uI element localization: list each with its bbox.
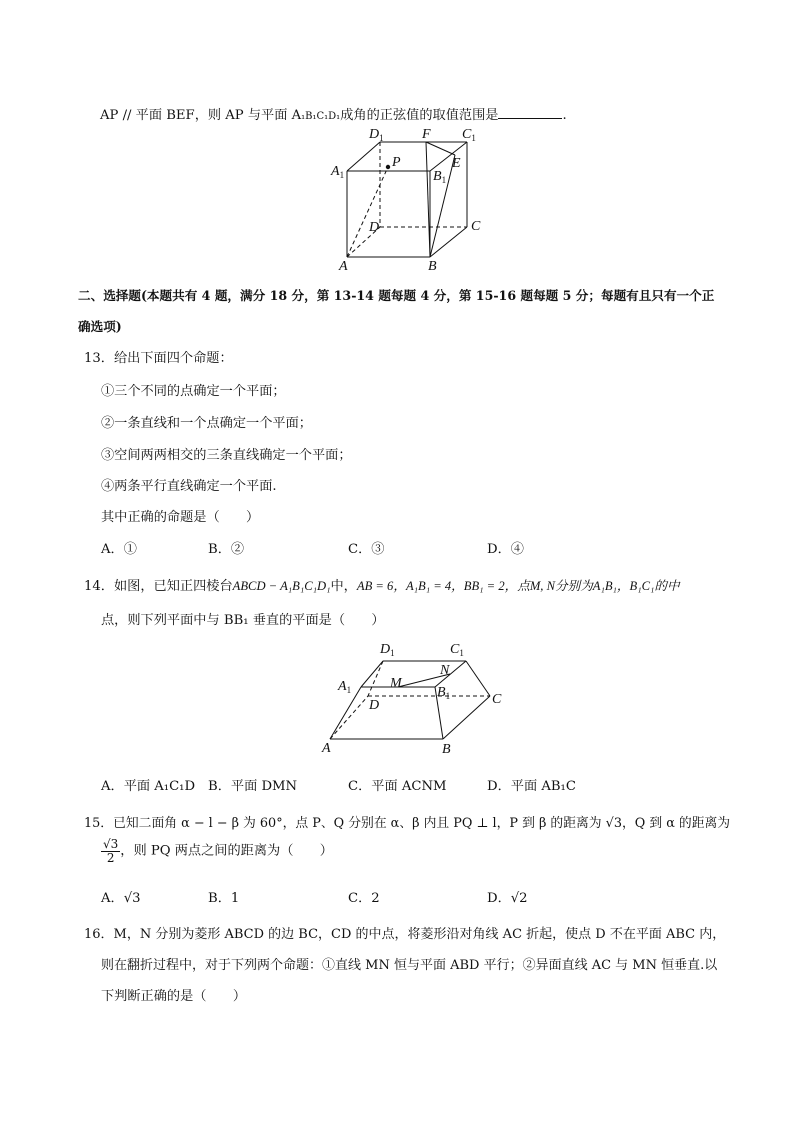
q13-item-1: ①三个不同的点确定一个平面； [101, 384, 286, 399]
q13-option-a[interactable]: A．① [101, 542, 137, 557]
q12-text-mid: 成角的正弦值的取值范围是 [340, 108, 499, 123]
edge-fe [426, 142, 455, 155]
q15-option-c[interactable]: C．2 [348, 891, 380, 906]
q12-end: . [562, 108, 567, 123]
q12-plane-subscripts: ₁B₁C₁D₁ [301, 111, 341, 122]
q13-option-c[interactable]: C．③ [348, 542, 385, 557]
label-d1: $D_1$ [369, 127, 384, 143]
q13-item-2: ②一条直线和一个点确定一个平面； [101, 416, 312, 431]
edge-a1d1 [361, 661, 383, 687]
q14-line2: 点，则下列平面中与 BB₁ 垂直的平面是（ ） [101, 613, 385, 628]
label-d1: $D_1$ [380, 642, 395, 658]
frustum-figure [318, 640, 513, 758]
edge-a1a [330, 687, 361, 739]
edge-bc [430, 227, 467, 257]
label-p: P [392, 155, 401, 170]
q13-option-b[interactable]: B．② [208, 542, 245, 557]
edge-bf [426, 142, 430, 257]
q13-option-d[interactable]: D．④ [487, 542, 524, 557]
hidden-edge-ap [347, 167, 388, 257]
hidden-edge-ad [330, 696, 368, 739]
q15-line1: 15．已知二面角 α − l − β 为 60°，点 P、Q 分别在 α、β 内且 PQ ⊥ l，P 到 β 的距离为 √3，Q 到 α 的距离为 [84, 816, 731, 831]
q13-stem: 13．给出下面四个命题： [84, 351, 233, 366]
q16-line1: 16．M，N 分别为菱形 ABCD 的边 BC，CD 的中点，将菱形沿对角线 AC 折起，使点 D 不在平面 ABC 内， [84, 927, 726, 942]
edge-bc [443, 696, 490, 739]
q16-line2: 则在翻折过程中，对于下列两个命题：①直线 MN 恒与平面 ABD 平行；②异面直线 AC 与 MN 恒垂直.以 [101, 958, 718, 973]
label-e: E [452, 156, 461, 171]
label-a1: $A_1$ [338, 679, 352, 695]
label-f: F [422, 127, 431, 142]
q14-line1-a: 14．如图，已知正四棱台 [84, 579, 233, 594]
label-d: D [369, 698, 380, 713]
q14-option-d[interactable]: D．平面 AB₁C [487, 779, 576, 794]
q14-line1-d: AB = 6，A₁B₁ = 4，BB₁ = 2，点M, N分别为A₁B₁，B₁C₁的中 [356, 579, 680, 593]
edge-c1c [466, 661, 490, 696]
q13-item-4: ④两条平行直线确定一个平面. [101, 479, 277, 494]
label-a1: $A_1$ [331, 164, 345, 180]
q14-line1-b: ABCD − A₁B₁C₁D₁ [232, 579, 331, 593]
section2-header-line2: 确选项) [78, 319, 122, 334]
q15-fraction [101, 838, 120, 864]
q15-option-d[interactable]: D．√2 [487, 891, 528, 906]
q13-ask: 其中正确的命题是（ ） [101, 510, 260, 525]
q15-option-b[interactable]: B．1 [208, 891, 240, 906]
q12-tail-line [100, 104, 567, 123]
q15-frac-num: √3 [103, 837, 119, 851]
label-b: B [442, 742, 451, 757]
edge-a1d1 [347, 142, 380, 171]
label-b1: $B_1$ [437, 685, 451, 701]
label-c: C [471, 219, 481, 234]
label-a: A [322, 741, 331, 756]
cube-figure [325, 124, 495, 274]
q15-line2-rest: ，则 PQ 两点之间的距离为（ ） [120, 843, 333, 859]
q14-option-a[interactable]: A．平面 A₁C₁D [101, 779, 196, 794]
label-d: D [369, 220, 380, 235]
q14-option-c[interactable]: C．平面 ACNM [348, 779, 447, 794]
label-n: N [440, 663, 450, 678]
label-a: A [339, 259, 348, 274]
label-c: C [492, 692, 502, 707]
q14-line1-c: 中， [330, 579, 357, 594]
q14-option-b[interactable]: B．平面 DMN [208, 779, 298, 794]
hidden-edge-d1d [368, 661, 383, 696]
label-b: B [428, 259, 437, 274]
label-m: M [390, 676, 402, 691]
q12-answer-blank [498, 106, 562, 119]
q14-line1 [84, 575, 680, 594]
point-p [386, 165, 390, 169]
label-b1: $B_1$ [433, 169, 447, 185]
q15-frac-den: 2 [106, 850, 115, 865]
q16-line3: 下判断正确的是（ ） [101, 989, 247, 1004]
q12-text-before: AP // 平面 BEF，则 AP 与平面 A [100, 108, 302, 123]
q13-item-3: ③空间两两相交的三条直线确定一个平面； [101, 448, 352, 463]
section2-header-line1: 二、选择题(本题共有 4 题，满分 18 分，第 13-14 题每题 4 分，第 15-16 题每题 5 分；每题有且只有一个正 [78, 288, 715, 303]
label-c1: $C_1$ [462, 127, 476, 143]
q15-line2 [101, 838, 333, 864]
q15-option-a[interactable]: A．√3 [101, 891, 141, 906]
label-c1: $C_1$ [450, 642, 464, 658]
